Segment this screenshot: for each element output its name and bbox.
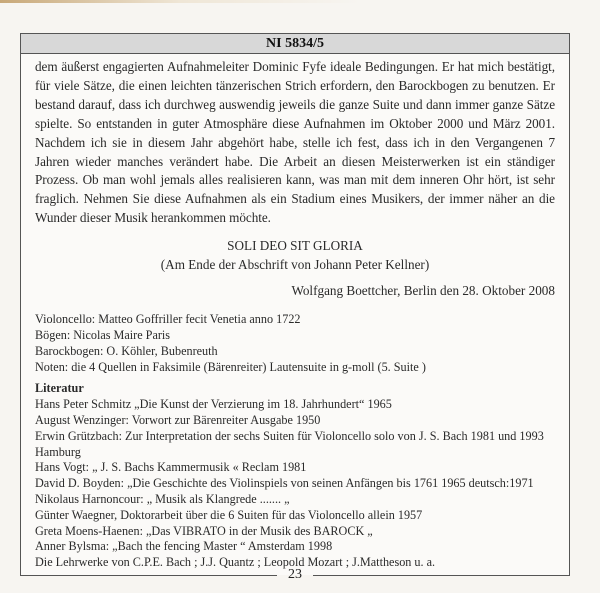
instrument-list bbox=[35, 312, 555, 375]
literature-item: Hans Vogt: „ J. S. Bachs Kammermusik « Reclam 1981 bbox=[35, 460, 307, 475]
literature-item: Die Lehrwerke von C.P.E. Bach ; J.J. Quantz ; Leopold Mozart ; J.Mattheson u. a. bbox=[35, 555, 436, 570]
literature-item: Anner Bylsma: „Bach the fencing Master “ Amsterdam 1998 bbox=[35, 539, 333, 554]
literature-item: Greta Moens-Haenen: „Das VIBRATO in der Musik des BAROCK „ bbox=[35, 523, 373, 538]
instrument-item: Bögen: Nicolas Maire Paris bbox=[35, 327, 171, 342]
page-footer bbox=[20, 566, 570, 586]
literature-item: Erwin Grützbach: Zur Interpretation der sechs Suiten für Violoncello solo von J. S. Bach 1981 und 1993 Hamburg bbox=[35, 428, 544, 459]
page-body bbox=[21, 54, 569, 571]
instrument-item: Barockbogen: O. Köhler, Bubenreuth bbox=[35, 343, 218, 358]
instrument-item: Noten: die 4 Quellen in Faksimile (Bärenreiter) Lautensuite in g-moll (5. Suite ) bbox=[35, 359, 426, 374]
literature-item: David D. Boyden: „Die Geschichte des Violinspiels von seinen Anfängen bis 1761 1965 deutsch:1971 bbox=[35, 476, 534, 491]
catalog-number: NI 5834/5 bbox=[266, 36, 324, 51]
text-frame bbox=[20, 33, 570, 575]
catalog-header bbox=[21, 34, 569, 54]
page-edge-shade bbox=[0, 0, 600, 3]
literature-item: Günter Waegner, Doktorarbeit über die 6 Suiten für das Violoncello allein 1957 bbox=[35, 507, 423, 522]
motto: SOLI DEO SIT GLORIA bbox=[227, 238, 363, 254]
literature-title: Literatur bbox=[35, 381, 84, 396]
motto-source: (Am Ende der Abschrift von Johann Peter Kellner) bbox=[160, 256, 430, 272]
literature-section bbox=[35, 381, 555, 571]
body-paragraph: dem äußerst engagierten Aufnahmeleiter Dominic Fyfe ideale Bedingungen. Er hat mich bestätigt, für viele Sätze, die einen leichten tänzerischen Strich erfordern, den Barockbogen zu benutzen. Er bestand darauf, dass ich durchweg auswendig jeweils die ganze Suite und dann immer ganze Sätze spielte. So entstanden in guter Atmosphäre diese Aufnahmen im Oktober 2000 und März 2001. Nachdem ich sie in diesem Jahr abgehört habe, stelle ich fest, dass ich in den Vergangenen 7 Jahren wieder manches verändert habe. Die Arbeit an diesen Meisterwerken ist ein ständiger Prozess. Ob man wohl jemals alles realisieren kann, was man mit dem inneren Ohr hört, ist sehr fraglich. Nehmen Sie diese Aufnahmen als ein Stadium eines Musikers, der immer näher an die Wunder dieser Musik herankommen möchte. bbox=[35, 59, 555, 226]
literature-item: Hans Peter Schmitz „Die Kunst der Verzierung im 18. Jahrhundert“ 1965 bbox=[35, 397, 392, 412]
instrument-item: Violoncello: Matteo Goffriller fecit Venetia anno 1722 bbox=[35, 312, 301, 327]
page-number: 23 bbox=[288, 567, 302, 582]
literature-item: August Wenzinger: Vorwort zur Bärenreiter Ausgabe 1950 bbox=[35, 412, 321, 427]
literature-item: Nikolaus Harnoncour: „ Musik als Klangrede ....... „ bbox=[35, 491, 290, 506]
signature: Wolfgang Boettcher, Berlin den 28. Oktober 2008 bbox=[291, 283, 555, 299]
